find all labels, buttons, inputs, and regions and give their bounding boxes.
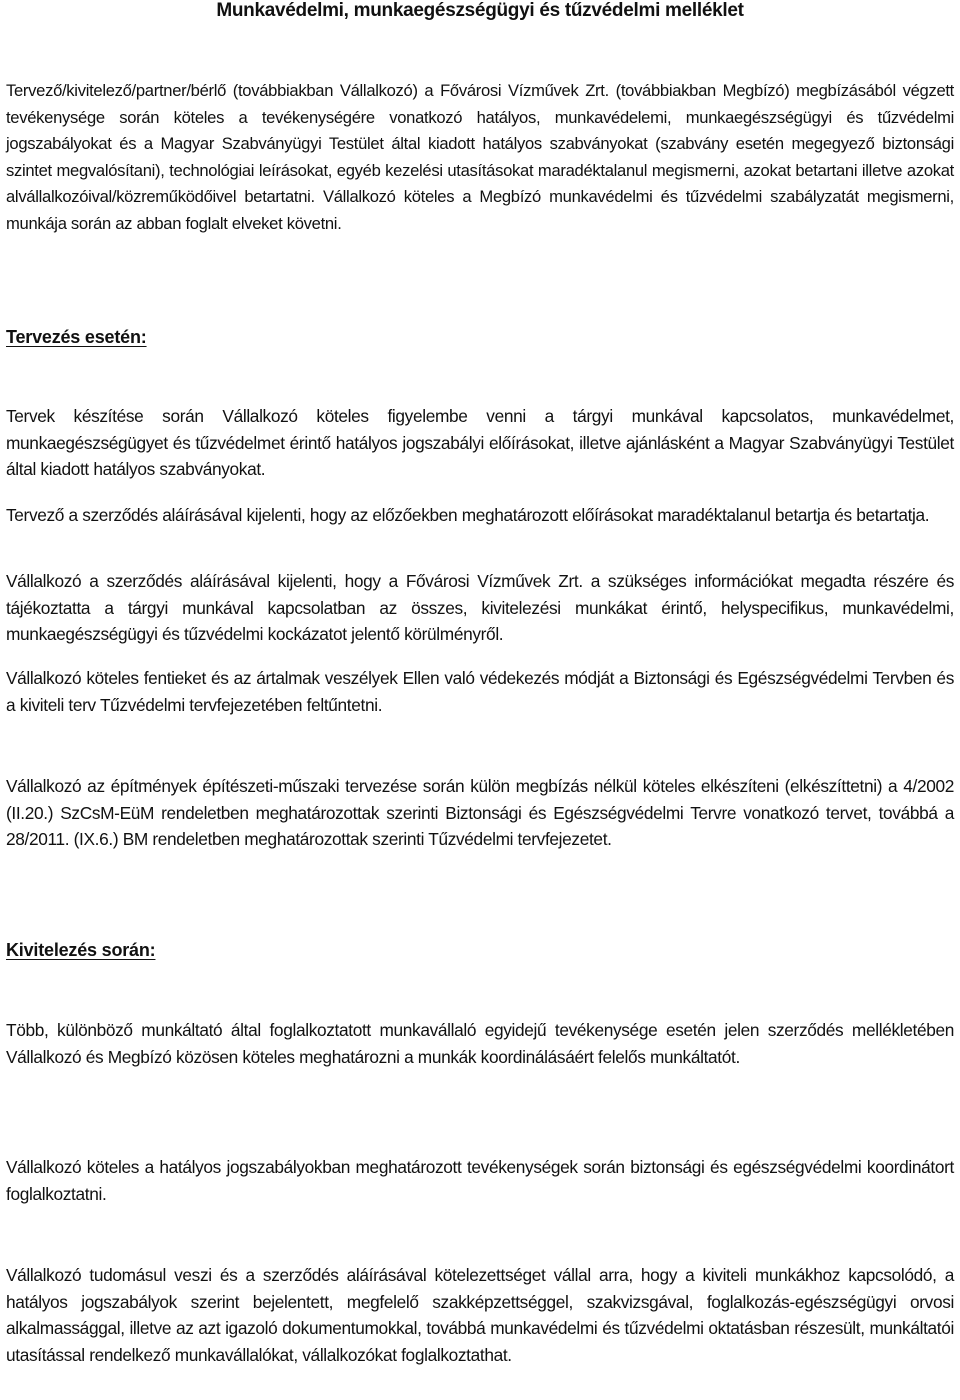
document-title: Munkavédelmi, munkaegészségügyi és tűzvédelmi melléklet xyxy=(216,0,744,21)
design-paragraph-5: Vállalkozó az építmények építészeti-műszaki tervezése során külön megbízás nélkül köteles elkészíteni (elkészíttetni) a 4/2002 (II.20.) SzCsM-EüM rendeletben meghatározottak szerinti Biztonsági és Egészségvédelmi Tervre vonatkozó tervet, továbbá a 28/2011. (IX.6.) BM rendeletben meghatározottak szerinti Tűzvédelmi tervfejezetet. xyxy=(6,776,954,849)
construction-paragraph-1: Több, különböző munkáltató által foglalkoztatott munkavállaló egyidejű tevékenysége esetén jelen szerződés mellékletében Vállalkozó és Megbízó közösen köteles meghatározni a munkák koordinálásáért felelős munkáltatót. xyxy=(6,1020,954,1067)
section-heading-construction: Kivitelezés során: xyxy=(6,940,156,960)
design-paragraph-2: Tervező a szerződés aláírásával kijelenti, hogy az előzőekben meghatározott előírásokat maradéktalanul betartja és betartatja. xyxy=(6,505,930,525)
design-paragraph-1: Tervek készítése során Vállalkozó köteles figyelembe venni a tárgyi munkával kapcsolatos, munkavédelmet, munkaegészségügyet és tűzvédelmet érintő hatályos jogszabályi előírásokat, illetve ajánlásként a Magyar Szabványügyi Testület által kiadott hatályos szabványokat. xyxy=(6,406,954,479)
design-paragraph-4: Vállalkozó köteles fentieket és az ártalmak veszélyek Ellen való védekezés módját a Biztonsági és Egészségvédelmi Tervben és a kiviteli terv Tűzvédelmi tervfejezetében feltűntetni. xyxy=(6,668,954,715)
construction-paragraph-3: Vállalkozó tudomásul veszi és a szerződés aláírásával kötelezettséget vállal arra, hogy a kiviteli munkákhoz kapcsolódó, a hatályos jogszabályok szerint bejelentett, megfelelő szakképzettséggel, szakvizsgával, foglalkozás-egészségügyi orvosi alkalmassággal, illetve az azt igazoló dokumentumokkal, továbbá munkavédelmi és tűzvédelmi oktatásban részesült, munkáltatói utasítással rendelkező munkavállalókat, vállalkozókat foglalkoztathat. xyxy=(6,1265,954,1365)
construction-paragraph-2: Vállalkozó köteles a hatályos jogszabályokban meghatározott tevékenységek során biztonsági és egészségvédelmi koordinátort foglalkoztatni. xyxy=(6,1157,954,1204)
design-paragraph-3: Vállalkozó a szerződés aláírásával kijelenti, hogy a Fővárosi Vízművek Zrt. a szükséges információkat megadta részére és tájékoztatta a tárgyi munkával kapcsolatban az összes, kivitelezési munkákat érintő, helyspecifikus, munkavédelmi, munkaegészségügyi és tűzvédelmi kockázatot jelentő körülményről. xyxy=(6,571,954,644)
section-heading-design: Tervezés esetén: xyxy=(6,327,147,347)
intro-paragraph: Tervező/kivitelező/partner/bérlő (továbbiakban Vállalkozó) a Fővárosi Vízművek Zrt. (továbbiakban Megbízó) megbízásából végzett tevékenysége során köteles a tevékenységére vonatkozó hatályos, munkavédelemi, munkaegészségügyi és tűzvédelmi jogszabályokat és a Magyar Szabványügyi Testület által kiadott hatályos szabványokat (szabvány esetén megegyező biztonsági szintet megvalósítani), technológiai leírásokat, egyéb kezelési utasításokat maradéktalanul megismerni, azokat betartani illetve azokat alvállalkozóival/közreműködőivel betartatni. Vállalkozó köteles a Megbízó munkavédelmi és tűzvédelmi szabályzatát megismerni, munkája során az abban foglalt elveket követni. xyxy=(6,81,954,233)
